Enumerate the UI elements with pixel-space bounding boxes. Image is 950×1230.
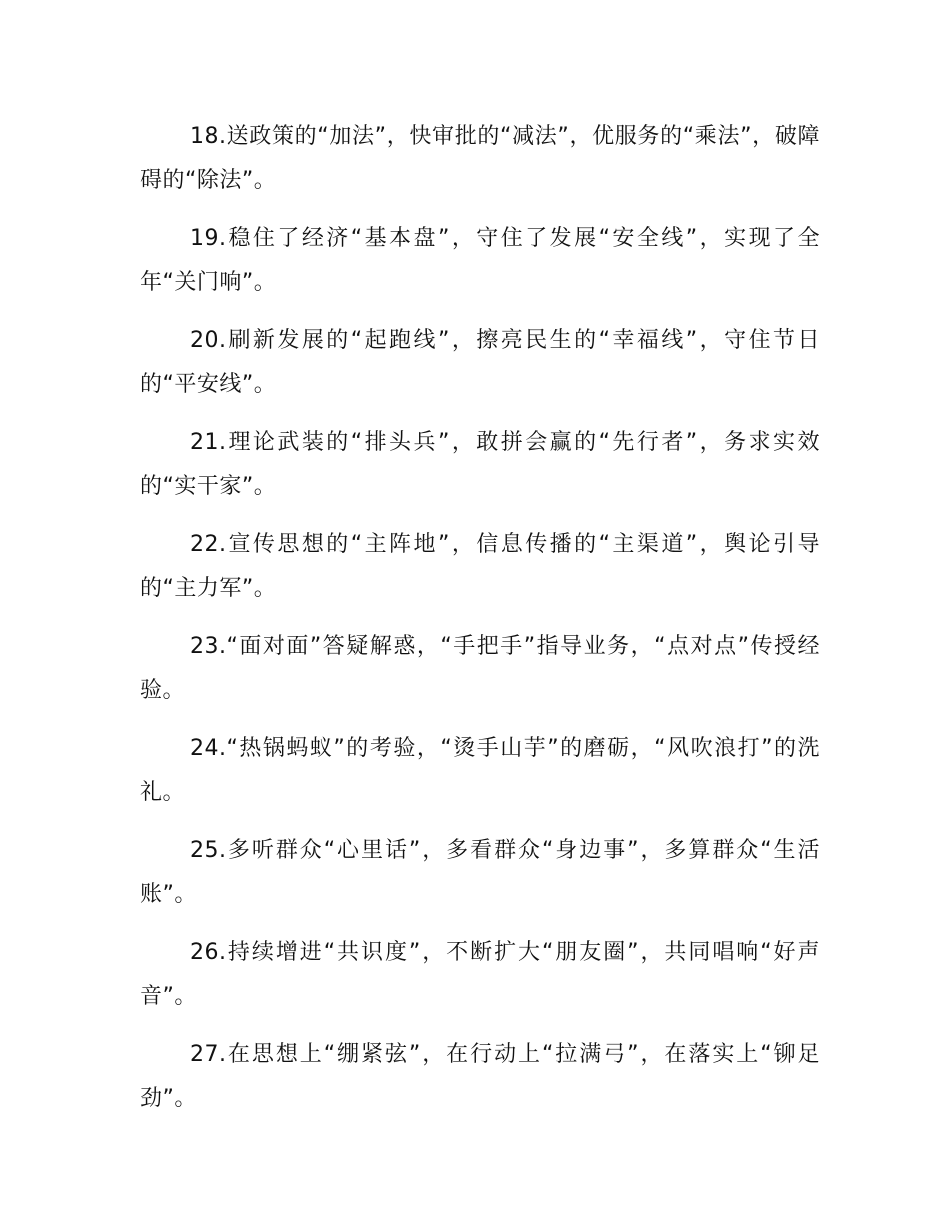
paragraph-27: 27.在思想上“绷紧弦”，在行动上“拉满弓”，在落实上“铆足劲”。 (140, 1042, 820, 1111)
paragraph-26: 26.持续增进“共识度”，不断扩大“朋友圈”，共同唱响“好声音”。 (140, 940, 820, 1009)
paragraph-20: 20.刷新发展的“起跑线”，擦亮民生的“幸福线”，守住节日的“平安线”。 (140, 328, 820, 397)
paragraph-22: 22.宣传思想的“主阵地”，信息传播的“主渠道”，舆论引导的“主力军”。 (140, 532, 820, 601)
paragraph-19: 19.稳住了经济“基本盘”，守住了发展“安全线”，实现了全年“关门响”。 (140, 226, 820, 295)
paragraph-18: 18.送政策的“加法”，快审批的“减法”，优服务的“乘法”，破障碍的“除法”。 (140, 124, 820, 193)
paragraph-25: 25.多听群众“心里话”，多看群众“身边事”，多算群众“生活账”。 (140, 838, 820, 907)
document-body (140, 115, 820, 1135)
paragraph-21: 21.理论武装的“排头兵”，敢拼会赢的“先行者”，务求实效的“实干家”。 (140, 430, 820, 499)
paragraph-23: 23.“面对面”答疑解惑，“手把手”指导业务，“点对点”传授经验。 (140, 634, 820, 703)
paragraph-24: 24.“热锅蚂蚁”的考验，“烫手山芋”的磨砺，“风吹浪打”的洗礼。 (140, 736, 820, 805)
